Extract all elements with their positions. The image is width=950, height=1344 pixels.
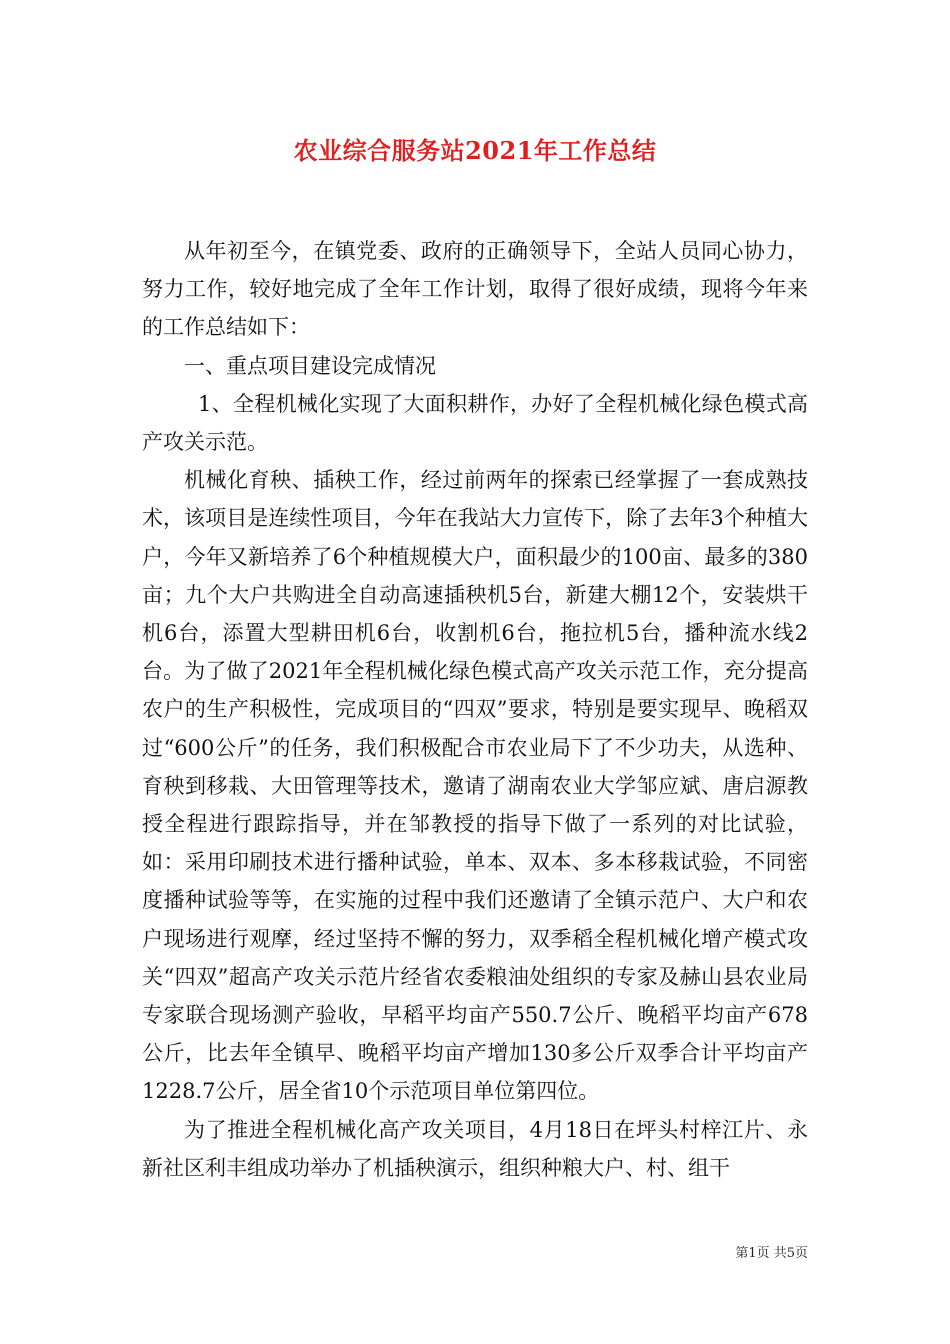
page-indicator: 第1页 共5页 xyxy=(735,1246,808,1261)
body-paragraph: 为了推进全程机械化高产攻关项目，4月18日在坪头村梓江片、永新社区利丰组成功举办了机插秧演示，组织种粮大户、村、组干 xyxy=(142,1117,808,1180)
section-heading: 一、重点项目建设完成情况 xyxy=(184,353,436,378)
body-paragraph: 机械化育秧、插秧工作，经过前两年的探索已经掌握了一套成熟技术，该项目是连续性项目，今年在我站大力宣传下，除了去年3个种植大户，今年又新培养了6个种植规模大户，面积最少的100亩、最多的380亩；九个大户共购进全自动高速插秧机5台，新建大棚12个，安装烘干机6台，添置大型耕田机6台，收割机6台，拖拉机5台，播种流水线2台。为了做了2021年全程机械化绿色模式高产攻关示范工作，充分提高农户的生产积极性，完成项目的“四双”要求，特别是要实现早、晚稻双过“600公斤”的任务，我们积极配合市农业局下了不少功夫，从选种、育秧到移栽、大田管理等技术，邀请了湖南农业大学邹应斌、唐启源教授全程进行跟踪指导，并在邹教授的指导下做了一系列的对比试验，如：采用印刷技术进行播种试验，单本、双本、多本移栽试验，不同密度播种试验等等，在实施的过程中我们还邀请了全镇示范户、大户和农户现场进行观摩，经过坚持不懈的努力，双季稻全程机械化增产模式攻关“四双”超高产攻关示范片经省农委粮油处组织的专家及赫山县农业局专家联合现场测产验收，早稻平均亩产550.7公斤、晚稻平均亩产678公斤，比去年全镇早、晚稻平均亩产增加130多公斤双季合计平均亩产1228.7公斤，居全省10个示范项目单位第四位。 xyxy=(142,468,808,1104)
document-body xyxy=(142,232,808,1187)
intro-paragraph: 从年初至今，在镇党委、政府的正确领导下，全站人员同心协力，努力工作，较好地完成了全年工作计划，取得了很好成绩，现将今年来的工作总结如下： xyxy=(142,239,808,340)
document-title: 农业综合服务站2021年工作总结 xyxy=(293,136,657,165)
item-heading: 1、全程机械化实现了大面积耕作，办好了全程机械化绿色模式高产攻关示范。 xyxy=(142,391,808,455)
